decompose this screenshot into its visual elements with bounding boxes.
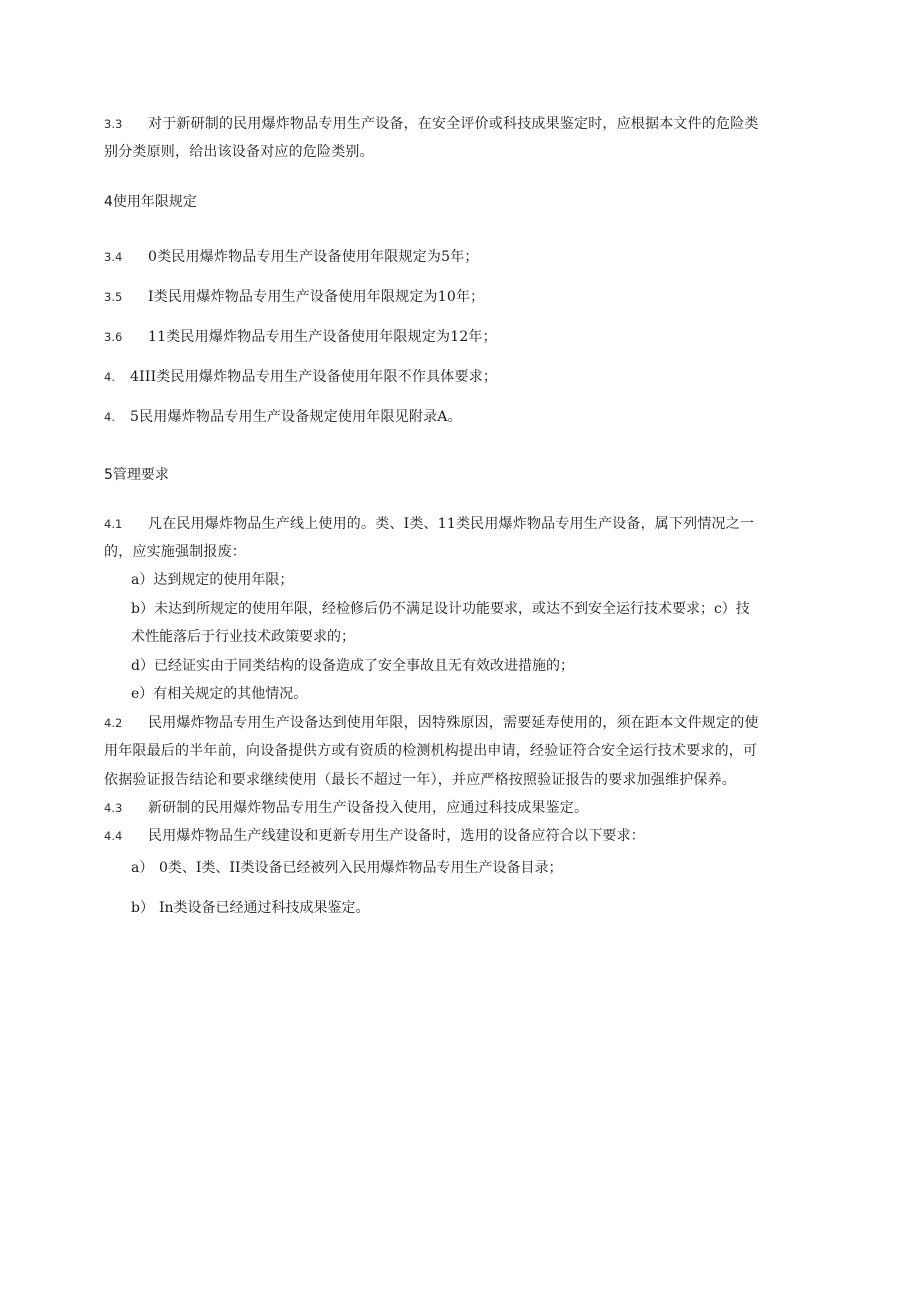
clause-3-4 xyxy=(104,247,479,267)
clause-4-5-years xyxy=(104,407,462,427)
clause-4-3 xyxy=(104,798,588,818)
clause-3-5 xyxy=(104,287,484,307)
clause-3-6 xyxy=(104,327,497,347)
clause-4-4-years xyxy=(104,367,497,387)
clause-text: I类民用爆炸物品专用生产设备使用年限规定为10年； xyxy=(148,289,485,305)
clause-number: 3.6 xyxy=(104,330,123,344)
list-item-a: a）达到规定的使用年限； xyxy=(131,572,294,588)
requirement-text: In类设备已经通过科技成果鉴定。 xyxy=(159,900,370,916)
clause-text: 别分类原则，给出该设备对应的危险类别。 xyxy=(104,144,374,160)
clause-3-3 xyxy=(104,114,759,134)
clause-text: 依据验证报告结论和要求继续使用（最长不超过一年），并应严格按照验证报告的要求加强维护保养。 xyxy=(104,772,736,788)
clause-number: 3.4 xyxy=(104,250,123,264)
requirement-label: b） xyxy=(131,900,154,916)
clause-text: 0类民用爆炸物品专用生产设备使用年限规定为5年； xyxy=(148,249,479,265)
clause-text: 5民用爆炸物品专用生产设备规定使用年限见附录A。 xyxy=(130,409,462,425)
clause-text: 用年限最后的半年前，向设备提供方或有资质的检测机构提出申请，经验证符合安全运行技术要求的，可 xyxy=(104,743,758,759)
requirement-label: a） xyxy=(131,860,154,876)
clause-4-4 xyxy=(104,826,645,846)
list-item-b-cont: 术性能落后于行业技术政策要求的； xyxy=(131,629,355,645)
list-item-e: e）有相关规定的其他情况。 xyxy=(131,686,308,702)
clause-3-3-cont xyxy=(104,142,374,162)
section-heading-4: 4使用年限规定 xyxy=(104,194,197,210)
requirement-a xyxy=(131,858,563,878)
clause-text: 新研制的民用爆炸物品专用生产设备投入使用，应通过科技成果鉴定。 xyxy=(148,800,589,816)
clause-number: 4.4 xyxy=(104,829,123,843)
clause-4-2 xyxy=(104,713,759,733)
list-item-d: d）已经证实由于同类结构的设备造成了安全事故且无有效改进措施的； xyxy=(131,658,574,674)
clause-number: 4.2 xyxy=(104,716,123,730)
clause-number: 3.5 xyxy=(104,290,123,304)
clause-4-2-cont-1 xyxy=(104,741,757,761)
clause-text: 对于新研制的民用爆炸物品专用生产设备，在安全评价或科技成果鉴定时，应根据本文件的危险类 xyxy=(148,116,759,132)
list-item-b: b）未达到所规定的使用年限，经检修后仍不满足设计功能要求，或达不到安全运行技术要求；c）技 xyxy=(131,601,750,617)
clause-number: 4. xyxy=(104,370,115,384)
clause-text: 民用爆炸物品生产线建设和更新专用生产设备时，选用的设备应符合以下要求： xyxy=(148,828,645,844)
clause-4-2-cont-2 xyxy=(104,770,736,790)
clause-number: 4. xyxy=(104,410,115,424)
clause-text: 凡在民用爆炸物品生产线上使用的。类、I类、11类民用爆炸物品专用生产设备，属下列情况之一 xyxy=(148,516,755,532)
clause-number: 4.1 xyxy=(104,517,123,531)
clause-4-1-cont xyxy=(104,542,246,562)
clause-number: 4.3 xyxy=(104,801,123,815)
clause-text: 的，应实施强制报废： xyxy=(104,544,246,560)
clause-number: 3.3 xyxy=(104,117,123,131)
clause-text: 4III类民用爆炸物品专用生产设备使用年限不作具体要求； xyxy=(130,369,498,385)
clause-text: 11类民用爆炸物品专用生产设备使用年限规定为12年； xyxy=(148,329,497,345)
section-heading-5: 5管理要求 xyxy=(104,467,169,483)
clause-text: 民用爆炸物品专用生产设备达到使用年限，因特殊原因，需要延寿使用的，须在距本文件规定的使 xyxy=(148,715,759,731)
requirement-b xyxy=(131,898,370,918)
requirement-text: 0类、I类、II类设备已经被列入民用爆炸物品专用生产设备目录； xyxy=(159,860,563,876)
clause-4-1 xyxy=(104,514,754,534)
